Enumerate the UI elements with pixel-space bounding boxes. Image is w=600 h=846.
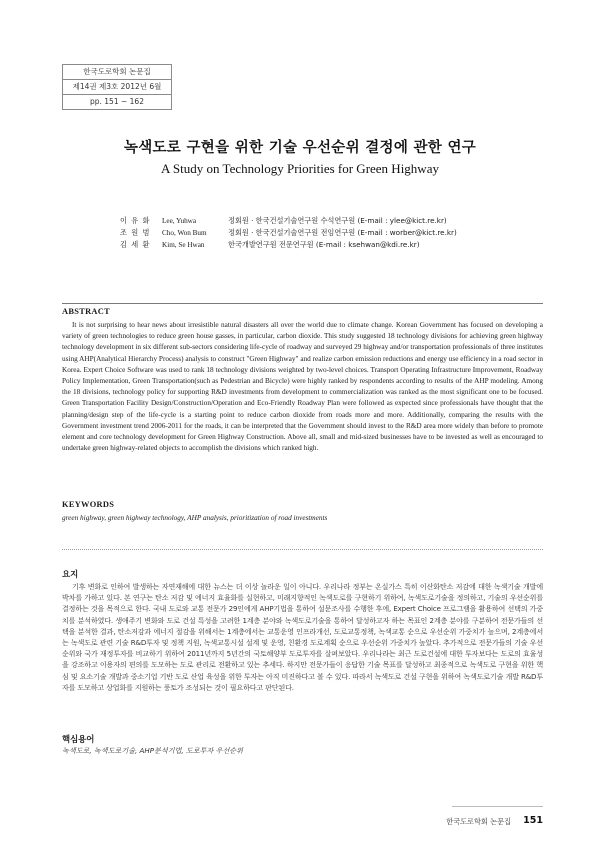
journal-pages: pp. 151 ~ 162 bbox=[63, 94, 171, 109]
journal-info-box bbox=[62, 64, 172, 110]
keywords-heading: KEYWORDS bbox=[62, 500, 115, 509]
abstract-heading: ABSTRACT bbox=[62, 307, 111, 316]
author-name-en: Cho, Won Bum bbox=[162, 229, 207, 237]
keywords-ko-text: 녹색도로, 녹색도로기술, AHP분석기법, 도로투자 우선순위 bbox=[62, 746, 244, 755]
footer-journal-name: 한국도로학회 논문집 bbox=[446, 817, 511, 826]
author-affiliation: 정회원 · 한국건설기술연구원 수석연구원 (E-mail : ylee@kict.re.kr) bbox=[228, 216, 447, 225]
author-name-ko: 조 원 범 bbox=[120, 228, 151, 237]
summary-heading: 요지 bbox=[62, 569, 79, 579]
page-number: 151 bbox=[523, 815, 543, 826]
summary-text: 기후 변화로 인하여 발생하는 자연재해에 대한 뉴스는 더 이상 놀라운 일이 아니다. 우리나라 정부는 온실가스 특히 이산화탄소 저감에 대한 녹색기술 개발에 박차를 가하고 있다. 본 연구는 탄소 저감 및 에너지 효율화를 실현하고, 미래지향적인 녹색도로를 구현하기 위하여, 녹색도로기술을 정의하고, 기술의 우선순위를 결정하는 것을 목적으로 한다. 국내 도로와 교통 전문가 29인에게 AHP기법을 통하여 설문조사를 수행한 후에, Expert Choice 프로그램을 활용하여 선택의 가중치를 분석하였다. 생애주기 변화와 도로 건설 특성을 고려한 1계층 분야와 녹색도로기술을 통하여 달성하고자 하는 목표인 2계층 분야를 구분하여 전문가들의 선택을 분석한 결과, 탄소저감과 에너지 절감을 위해서는 1계층에서는 교통운영 인프라개선, 도로교통정책, 녹색교통 순으로 우선순위 가중치가 높으며, 2계층에서는 녹색도로 관련 기술 R&D투자 및 정책 지원, 녹색교통시설 설계 및 운영, 친환경 도로계획 순으로 우선순위 가중치가 높았다. 추가적으로 전문가들의 기술 우선순위와 국가 재정투자를 비교하기 위하여 2011년까지 5년간의 국토해양부 도로투자를 살펴보았다. 우리나라는 최근 도로건설에 대한 투자보다는 도로의 효율성을 강조하고 이용자의 편의를 도모하는 도로 관리로 전환하고 있는 추세다. 하지만 전문가들이 응답한 기술 목표를 달성하고 최종적으로 녹색도로 구현을 위한 핵심 및 요소기술 개발과 중소기업 기반 도로 산업 육성을 위한 투자는 아직 미진하다고 볼 수 있다. 따라서 녹색도로 건설 구현을 위하여 녹색도로기술 개발 R&D투자를 도모하고 상업화를 지원하는 풍토가 조성되는 것이 필요하다고 판단된다. bbox=[62, 582, 543, 692]
author-affiliation: 정회원 · 한국건설기술연구원 전임연구원 (E-mail : worber@kict.re.kr) bbox=[228, 228, 457, 237]
footer-rule bbox=[452, 806, 543, 807]
author-name-en: Kim, Se Hwan bbox=[162, 241, 205, 249]
title-korean: 녹색도로 구현을 위한 기술 우선순위 결정에 관한 연구 bbox=[123, 139, 477, 156]
author-name-ko: 김 세 환 bbox=[120, 240, 151, 249]
keywords-ko-heading: 핵심용어 bbox=[62, 734, 95, 744]
keywords-text: green highway, green highway technology, AHP analysis, prioritization of road investments bbox=[62, 514, 328, 522]
page-footer bbox=[392, 815, 543, 829]
author-name-ko: 이 유 화 bbox=[120, 216, 151, 225]
section-divider-dotted bbox=[62, 549, 543, 550]
author-name-en: Lee, Yuhwa bbox=[162, 217, 197, 225]
journal-volume: 제14권 제3호 2012년 6월 bbox=[63, 79, 171, 94]
abstract-text: It is not surprising to hear news about irresistible natural disasters all over the world due to climate change. Korean Government has focused on developing a variety of green technologies to reduce green house gasses, in particular, carbon dioxide. This study suggested 18 technology divisions for achieving green highway technology development in six different sub-sectors considering life-cycle of roadway and surveyed 29 highway and/or transportation professionals of three institutes using AHP(Analytical Hierarchy Process) analysis to construct "Green Highway" and realize carbon emission reductions and energy use efficiency in a road sector in Korea. Expert Choice Software was used to rank 18 technology divisions weighted by two-level choices. Transport Operating Infrastructure Improvement, Roadway Policy Implementation, Green Transportation(such as Pedestrian and Bicycle) were highly ranked by respondents according to results of the AHP modeling. Among the 18 divisions, technology policy for supporting R&D investments from development to commercialization was ranked as the most significant one to be focused. Green Transportation Facility Design/Construction/Operation and Eco-Friendly Roadway Plan were followed as expected since professionals have thought that the planning/design step of the life-cycle is a starting point to reduce carbon dioxide from roads more and more. Additionally, comparing the results with the Government investment trend 2006-2011 for the roads, it can be interpreted that the Government should invest to the R&D area more widely than before to promote element and core technology development for Green Highway Construction. Above all, small and mid-sized businesses have to be invested as well as encouraged to undertake green highway-related objects to accomplish the divisions which ranked high. bbox=[62, 321, 543, 453]
author-affiliation: 한국개발연구원 전문연구원 (E-mail : ksehwan@kdi.re.kr) bbox=[228, 240, 420, 249]
journal-name: 한국도로학회 논문집 bbox=[83, 67, 151, 76]
section-divider bbox=[62, 303, 543, 304]
title-english: A Study on Technology Priorities for Green Highway bbox=[161, 161, 439, 176]
